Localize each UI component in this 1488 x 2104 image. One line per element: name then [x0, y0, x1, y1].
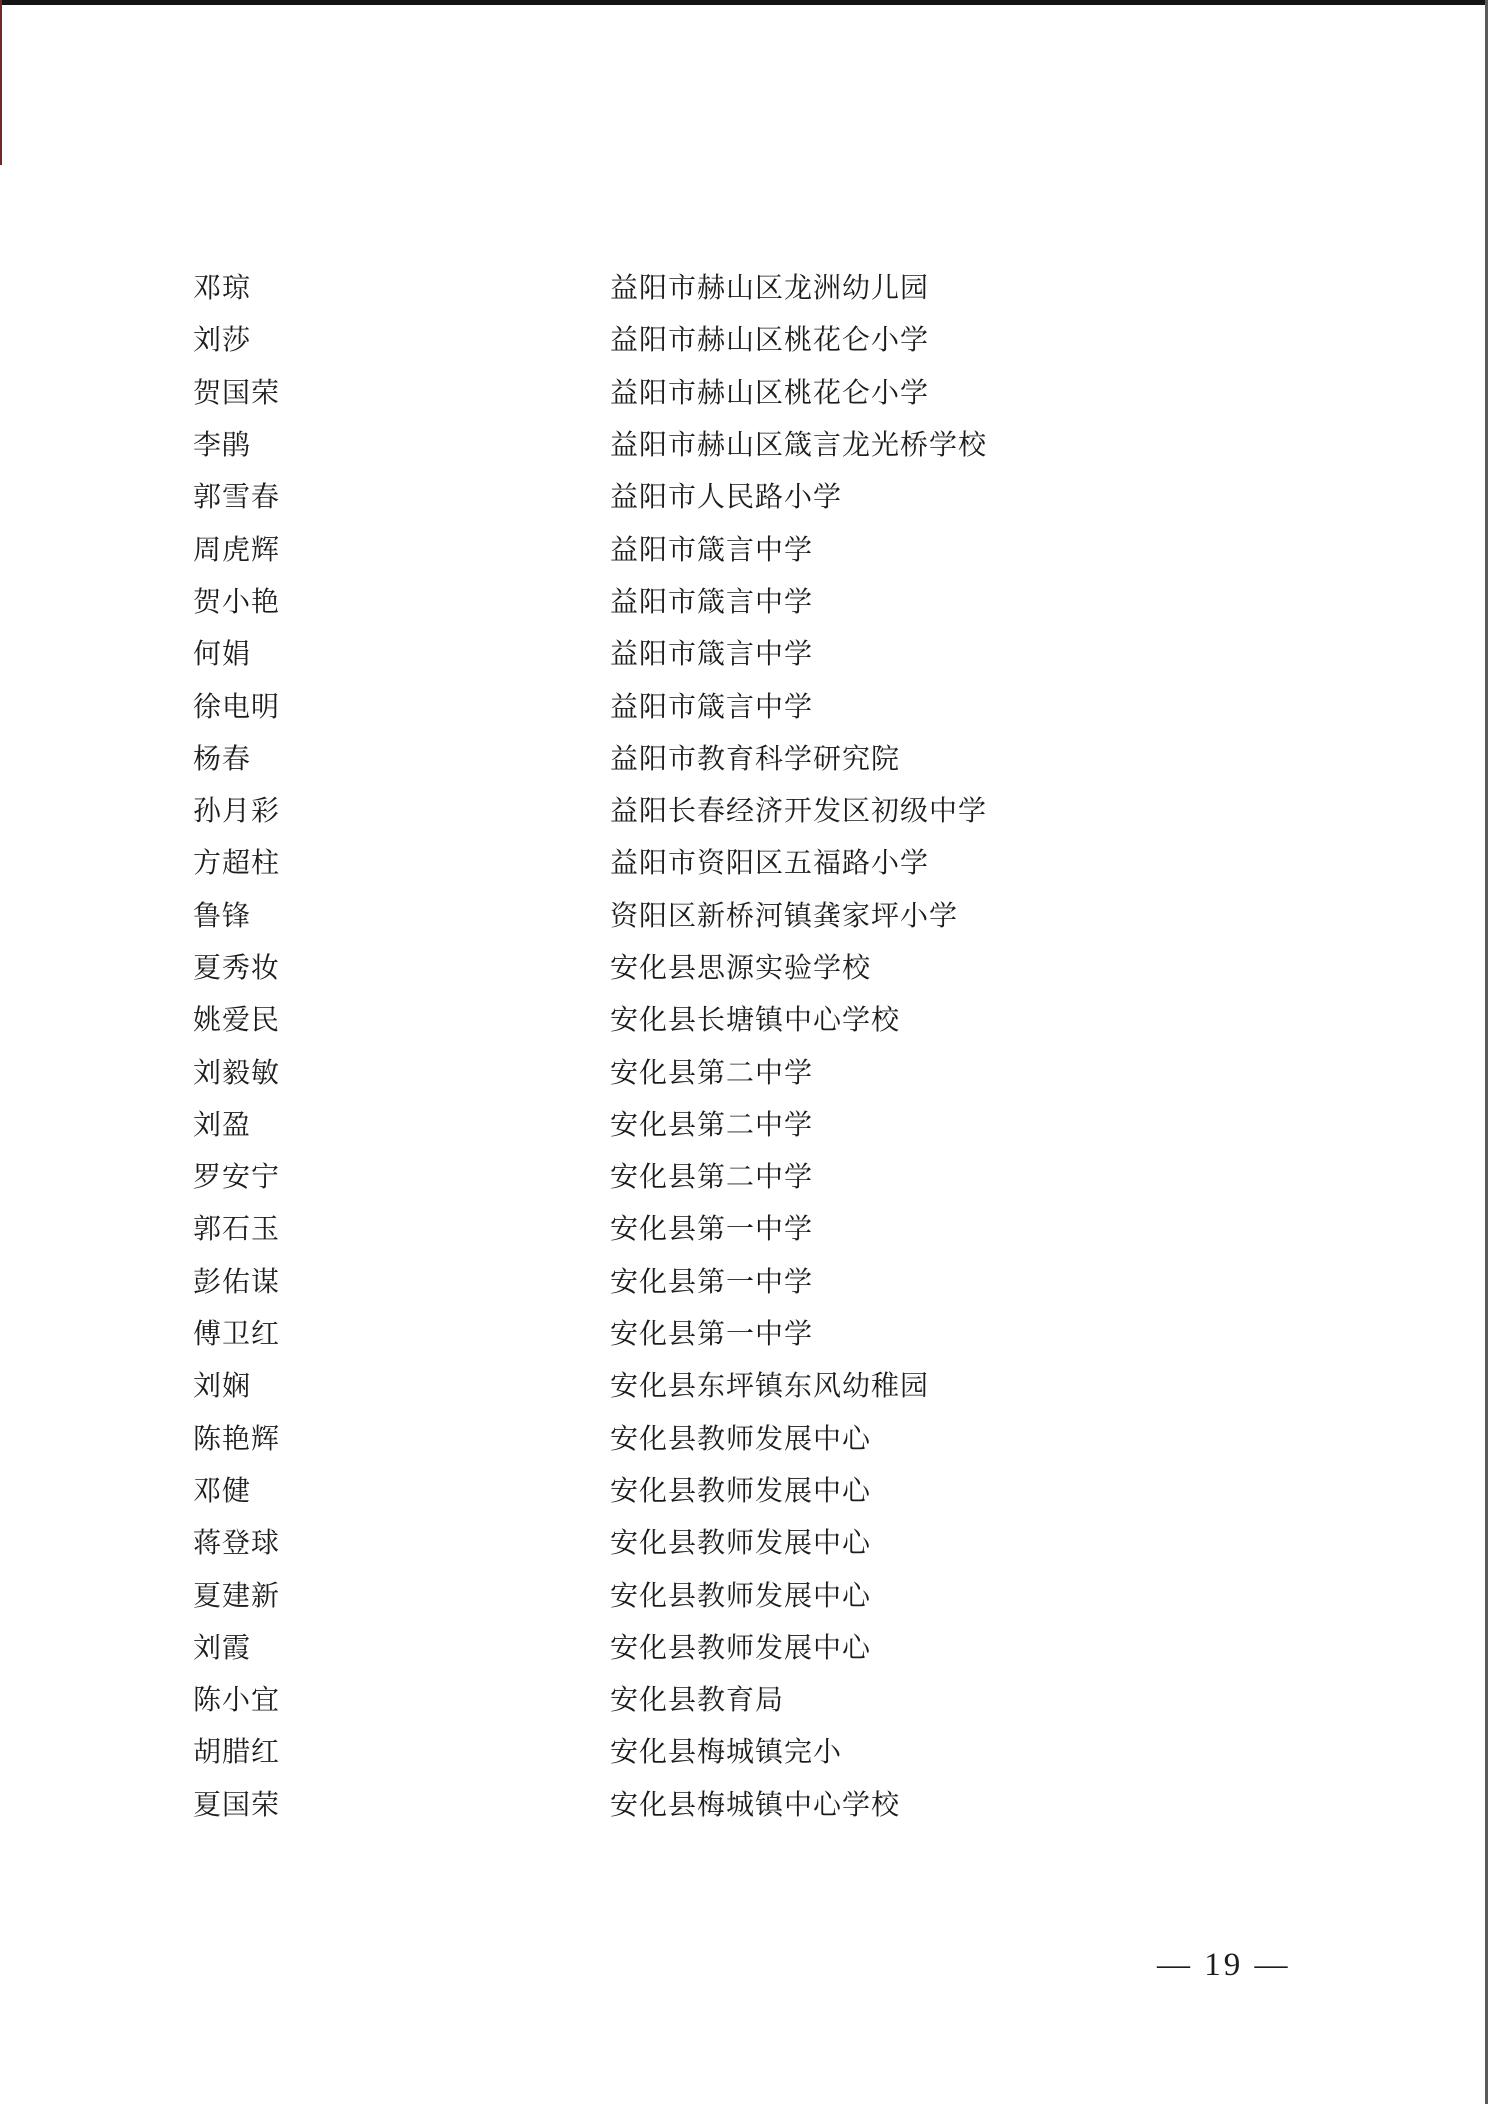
list-item — [0, 472, 1488, 524]
list-item — [0, 734, 1488, 786]
person-name: 刘娴 — [193, 1371, 252, 1403]
person-name: 邓健 — [193, 1475, 252, 1507]
person-name: 彭佑谋 — [193, 1266, 281, 1298]
scan-artifact-left-edge — [0, 0, 2, 165]
list-item — [0, 368, 1488, 420]
person-name: 刘毅敏 — [193, 1057, 281, 1089]
person-name: 蒋登球 — [193, 1528, 281, 1560]
person-name: 贺小艳 — [193, 586, 281, 618]
institution-name: 安化县第二中学 — [610, 1057, 814, 1089]
institution-name: 安化县第二中学 — [610, 1109, 814, 1141]
person-name: 郭雪春 — [193, 482, 281, 514]
list-item — [0, 838, 1488, 890]
list-item — [0, 1257, 1488, 1309]
list-item — [0, 681, 1488, 733]
person-name: 陈小宜 — [193, 1685, 281, 1717]
person-name: 郭石玉 — [193, 1214, 281, 1246]
person-name: 刘霞 — [193, 1632, 252, 1664]
institution-name: 安化县东坪镇东风幼稚园 — [610, 1371, 930, 1403]
institution-name: 益阳市箴言中学 — [610, 586, 814, 618]
list-item — [0, 1361, 1488, 1413]
list-item — [0, 263, 1488, 315]
person-name: 罗安宁 — [193, 1162, 281, 1194]
person-name: 夏建新 — [193, 1580, 281, 1612]
list-item — [0, 786, 1488, 838]
person-name: 何娟 — [193, 639, 252, 671]
institution-name: 安化县教师发展中心 — [610, 1528, 872, 1560]
institution-name: 益阳市赫山区箴言龙光桥学校 — [610, 430, 988, 462]
page-number: — 19 — — [1157, 1947, 1291, 1983]
person-name: 贺国荣 — [193, 377, 281, 409]
list-item — [0, 1100, 1488, 1152]
list-item — [0, 1309, 1488, 1361]
list-item — [0, 1466, 1488, 1518]
institution-name: 安化县梅城镇完小 — [610, 1737, 843, 1769]
person-name: 邓琼 — [193, 273, 252, 305]
institution-name: 益阳市箴言中学 — [610, 639, 814, 671]
institution-name: 安化县教师发展中心 — [610, 1580, 872, 1612]
institution-name: 安化县第二中学 — [610, 1162, 814, 1194]
institution-name: 安化县教师发展中心 — [610, 1423, 872, 1455]
list-item — [0, 577, 1488, 629]
institution-name: 安化县教师发展中心 — [610, 1475, 872, 1507]
institution-name: 益阳市箴言中学 — [610, 691, 814, 723]
list-item — [0, 1152, 1488, 1204]
institution-name: 益阳市箴言中学 — [610, 534, 814, 566]
person-name: 刘盈 — [193, 1109, 252, 1141]
person-name: 刘莎 — [193, 325, 252, 357]
person-name: 杨春 — [193, 743, 252, 775]
recipient-list — [0, 263, 1488, 1832]
institution-name: 安化县教育局 — [610, 1685, 785, 1717]
person-name: 周虎辉 — [193, 534, 281, 566]
institution-name: 益阳市赫山区龙洲幼儿园 — [610, 273, 930, 305]
person-name: 傅卫红 — [193, 1319, 281, 1351]
institution-name: 益阳市人民路小学 — [610, 482, 843, 514]
institution-name: 益阳市赫山区桃花仑小学 — [610, 377, 930, 409]
institution-name: 资阳区新桥河镇龚家坪小学 — [610, 900, 959, 932]
institution-name: 益阳市教育科学研究院 — [610, 743, 901, 775]
list-item — [0, 943, 1488, 995]
institution-name: 安化县教师发展中心 — [610, 1632, 872, 1664]
institution-name: 益阳长春经济开发区初级中学 — [610, 796, 988, 828]
list-item — [0, 995, 1488, 1047]
institution-name: 安化县梅城镇中心学校 — [610, 1789, 901, 1821]
person-name: 陈艳辉 — [193, 1423, 281, 1455]
person-name: 胡腊红 — [193, 1737, 281, 1769]
institution-name: 安化县长塘镇中心学校 — [610, 1005, 901, 1037]
person-name: 夏秀妆 — [193, 953, 281, 984]
list-item — [0, 420, 1488, 472]
list-item — [0, 1675, 1488, 1727]
list-item — [0, 1204, 1488, 1256]
list-item — [0, 1047, 1488, 1099]
list-item — [0, 1518, 1488, 1570]
list-item — [0, 1780, 1488, 1832]
list-item — [0, 1727, 1488, 1779]
list-item — [0, 315, 1488, 367]
person-name: 夏国荣 — [193, 1789, 281, 1821]
institution-name: 益阳市赫山区桃花仑小学 — [610, 325, 930, 357]
institution-name: 安化县思源实验学校 — [610, 953, 872, 984]
person-name: 李鹃 — [193, 430, 252, 462]
scan-artifact-top-edge — [0, 0, 1488, 5]
institution-name: 益阳市资阳区五福路小学 — [610, 848, 930, 880]
list-item — [0, 629, 1488, 681]
institution-name: 安化县第一中学 — [610, 1214, 814, 1246]
list-item — [0, 524, 1488, 576]
institution-name: 安化县第一中学 — [610, 1266, 814, 1298]
institution-name: 安化县第一中学 — [610, 1319, 814, 1351]
list-item — [0, 1414, 1488, 1466]
list-item — [0, 891, 1488, 943]
person-name: 姚爱民 — [193, 1005, 281, 1037]
person-name: 方超柱 — [193, 848, 281, 880]
list-item — [0, 1623, 1488, 1675]
person-name: 鲁锋 — [193, 900, 252, 932]
list-item — [0, 1570, 1488, 1622]
person-name: 徐电明 — [193, 691, 281, 723]
person-name: 孙月彩 — [193, 796, 281, 828]
